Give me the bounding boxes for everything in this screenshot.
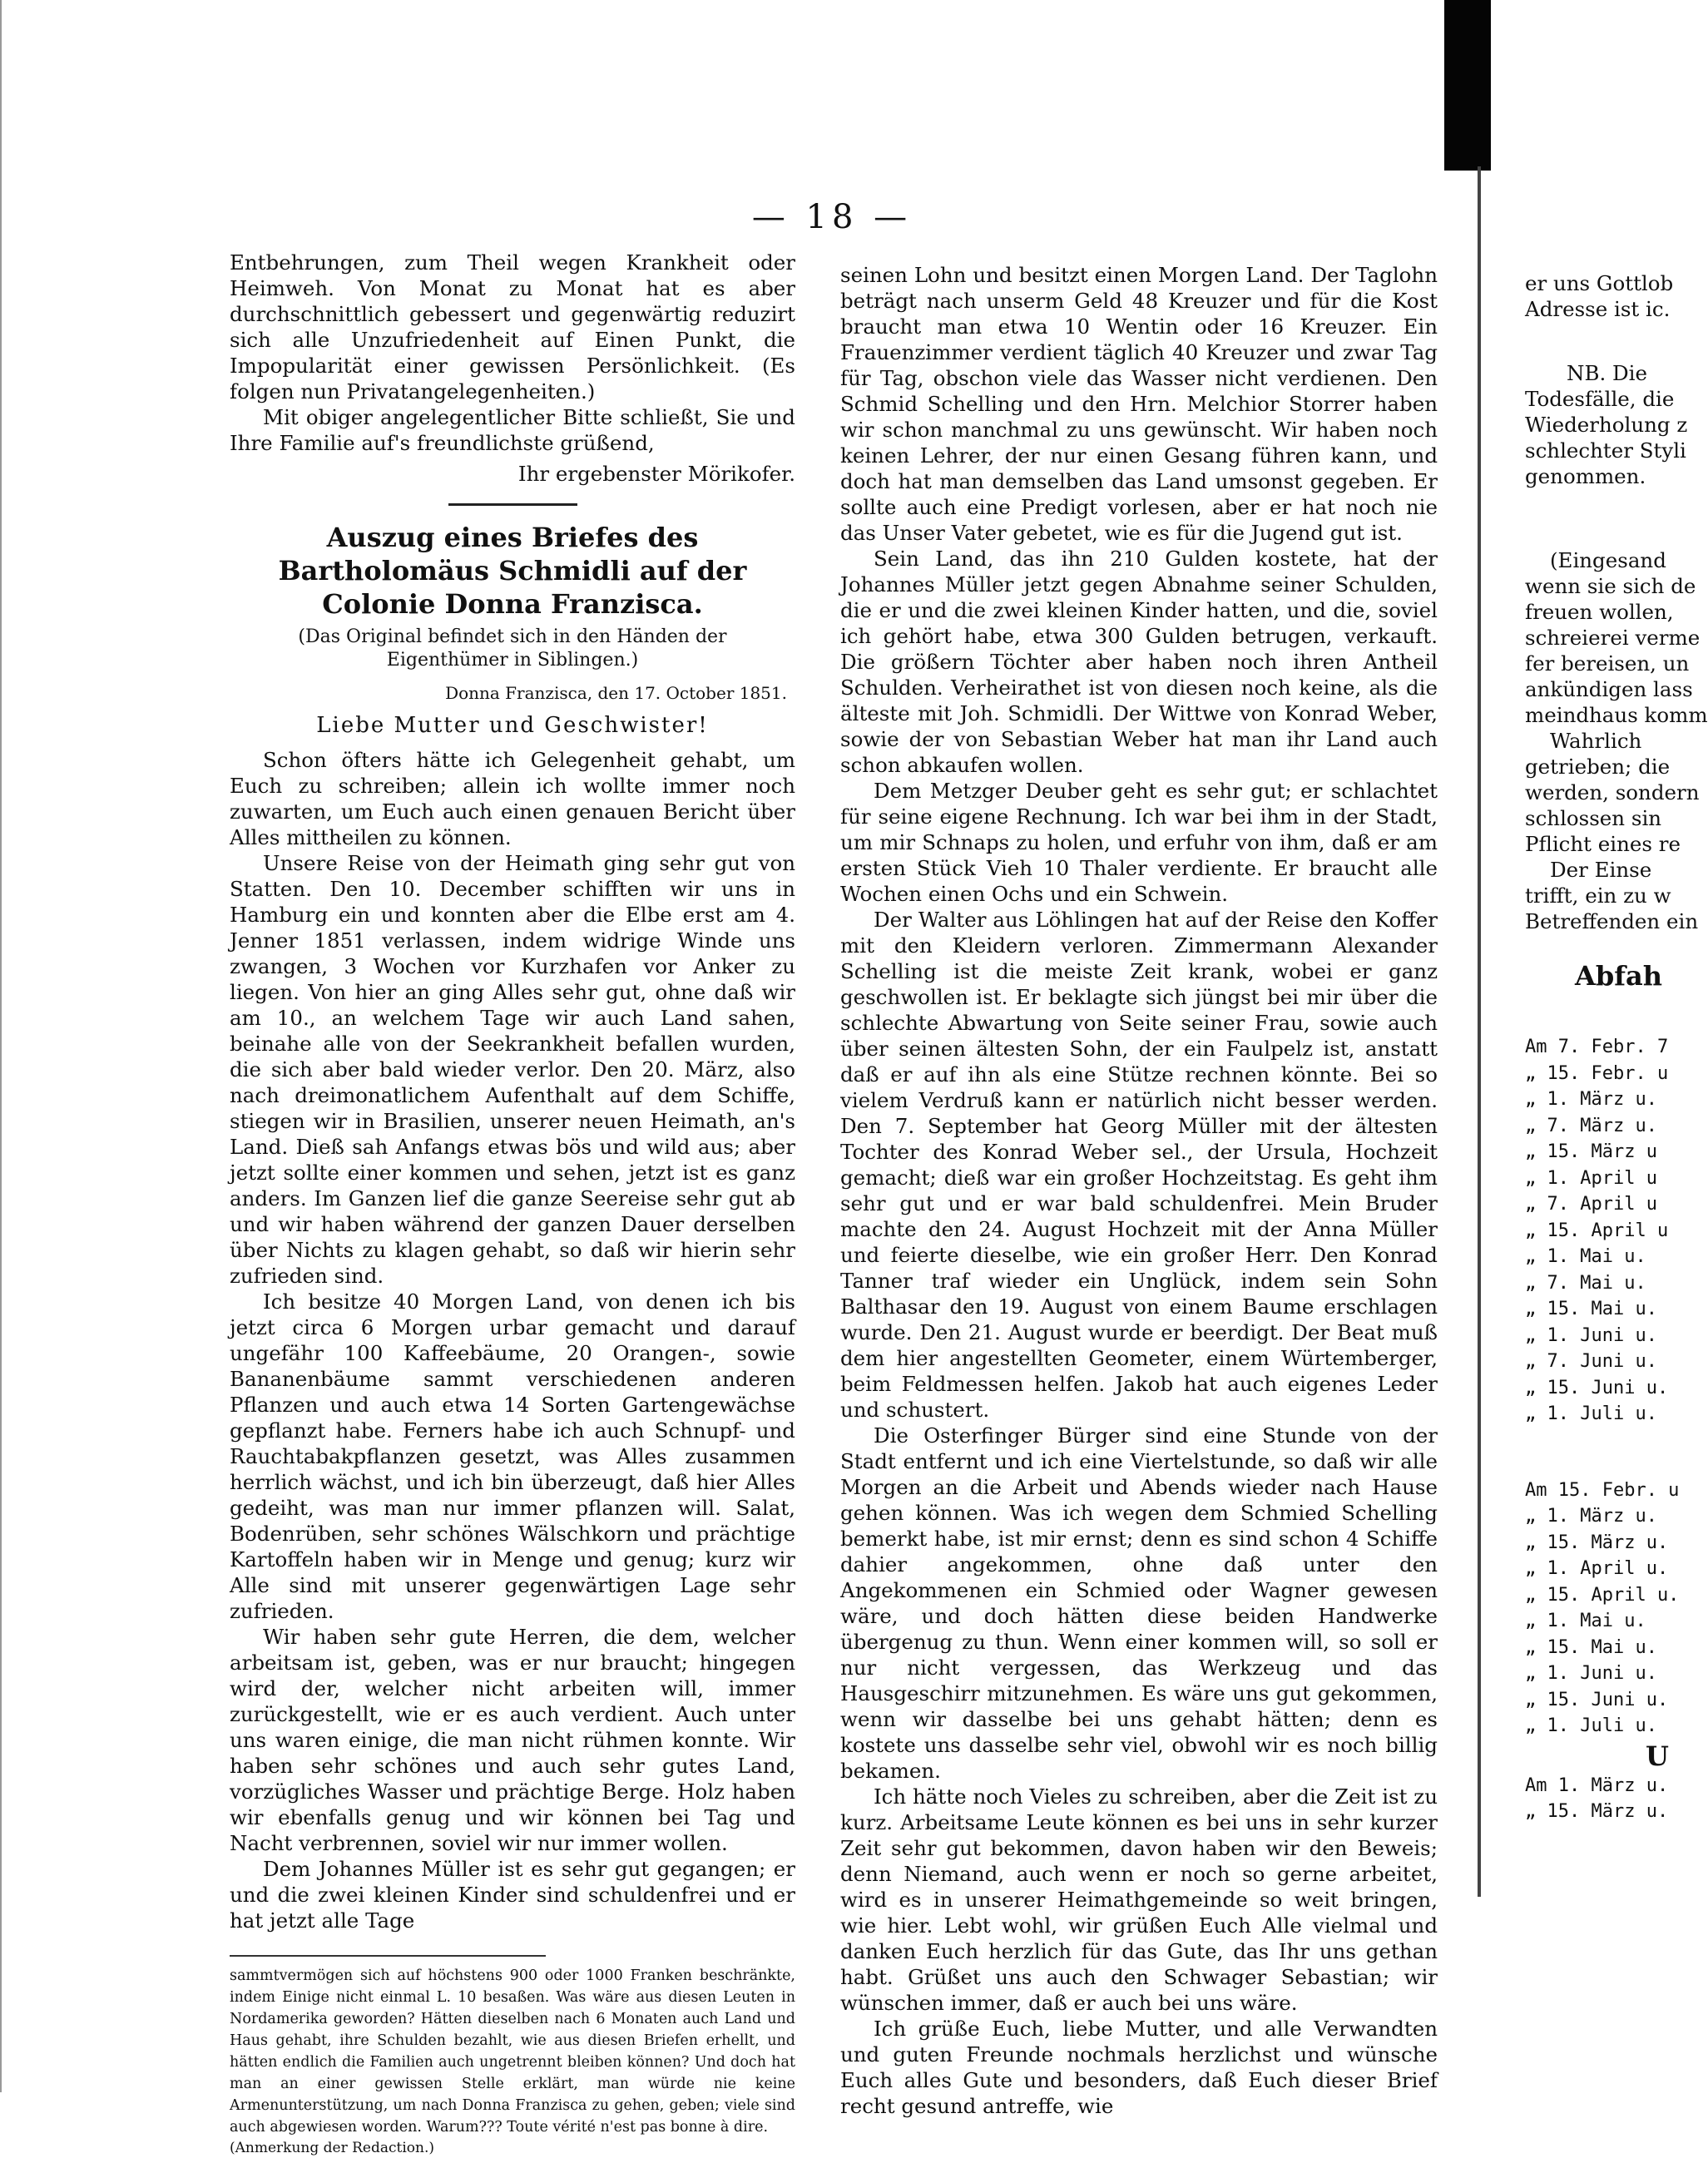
letter-paragraph: Dem Johannes Müller ist es sehr gut gegangen; er und die zwei kleinen Kinder sind schuldenfrei und er hat jetzt alle Tage — [230, 1857, 795, 1933]
page-edge — [0, 0, 2, 2092]
text-line: trifft, ein zu w — [1525, 883, 1671, 908]
text-line: er uns Gottlob — [1525, 271, 1674, 295]
text-line: wenn sie sich de — [1525, 574, 1696, 598]
text-line: werden, sondern — [1525, 780, 1700, 804]
list-item: „ 1. Mai u. — [1525, 1611, 1646, 1631]
letter-paragraph: seinen Lohn und besitzt einen Morgen Land. Der Taglohn beträgt nach unserm Geld 48 Kreuzer und für die Kost braucht man etwa 10 Wentin oder 16 Kreuzer. Ein Frauenzimmer verdient täglich 40 Kreuzer und zwar Tag für Tag, obschon viele das Wasser nicht verdienen. Den Schmid Schelling und den Hrn. Melchior Storrer haben wir schon manchmal zu uns gewünscht. Wir haben noch keinen Lehrer, der nur einen Gesang führen kann, und doch hat man demselben das Land umsonst gegeben. Er sollte auch eine Predigt vorlesen, aber er hat noch nie das Unser Vater gebetet, wie es für die Jugend gut ist. — [840, 263, 1438, 545]
intro-paragraph: Entbehrungen, zum Theil wegen Krankheit oder Heimweh. Von Monat zu Monat hat es aber durchschnittlich gebessert und gegenwärtig reduzirt sich alle Unzufriedenheit auf Einen Punkt, die Impopularität einer gewissen Persönlichkeit. (Es folgen nun Privatangelegenheiten.) — [230, 250, 795, 403]
right-column-cropped — [1525, 270, 1708, 1825]
letter-paragraph: Die Osterfinger Bürger sind eine Stunde von der Stadt entfernt und ich eine Viertelstunde, so daß wir alle Morgen an die Arbeit und Abends wieder nach Hause gehen können. Was ich wegen dem Schmied Schelling bemerkt habe, ist mir ernst; denn es sind schon 4 Schiffe dahier angekommen, ohne daß unter den Angekommenen ein Schmied oder Wagner gewesen wäre, und doch hätten diese beiden Handwerke übergenug zu thun. Wenn einer kommen will, so soll er nur nicht vergessen, das Werkzeug und das Hausgeschirr mitzunehmen. Es wäre uns gut gekommen, wenn wir dasselbe bei uns gehabt hätten; denn es kostete uns dasselbe sehr viel, obwohl wir es noch billig bekamen. — [840, 1423, 1438, 1783]
binding-shadow — [1444, 0, 1491, 171]
list-item: „ 1. Juli u. — [1525, 1715, 1657, 1736]
footnote: sammtvermögen sich auf höchstens 900 oder 1000 Franken beschränkte, indem Einige nicht einmal L. 10 besaßen. Was wäre aus diesen Leuten in Nordamerika geworden? Hätten dieselben nach 6 Monaten auch Land und Haus gehabt, ihre Schulden bezahlt, wie aus diesen Briefen erhellt, und hätten endlich die Familien auch ungetrennt bleiben können? Und doch hat man an einer gewissen Stelle erklärt, man würde nie keine Armenunterstützung, um nach Donna Franzisca zu gehen, geben; viele sind auch abgewiesen worden. Warum??? Toute vérité n'est pas bonne à dire. — [230, 1967, 795, 2136]
text-line: Der Einse — [1550, 858, 1652, 882]
text-line: getrieben; die — [1525, 755, 1671, 779]
letter-paragraph: Schon öfters hätte ich Gelegenheit gehabt, um Euch zu schreiben; allein ich wollte immer noch zuwarten, um Euch auch einen genauen Bericht über Alles mittheilen zu können. — [230, 748, 795, 849]
list-item: Am 15. Febr. u — [1525, 1479, 1680, 1501]
list-item: „ 15. März u. — [1525, 1801, 1669, 1822]
list-item: „ 15. Juni u. — [1525, 1689, 1669, 1710]
list-item: „ 7. Mai u. — [1525, 1272, 1646, 1294]
letter-paragraph: Unsere Reise von der Heimath ging sehr gut von Statten. Den 10. December schifften wir uns in Hamburg ein und konnten aber die Elbe erst am 4. Jenner 1851 verlassen, indem widrige Winde uns zwangen, 3 Wochen vor Kurzhafen vor Anker zu liegen. Von hier an ging Alles sehr gut, ohne daß wir am 10., an welchem Tage wir auch Land sahen, beinahe alle von der Seekrankheit befallen wurden, die sich aber bald wieder verlor. Den 20. März, also nach dreimonatlichem Aufenthalt auf dem Schiffe, stiegen wir in Brasilien, unserer neuen Heimath, an's Land. Dieß sah Anfangs etwas bös und wild aus; aber jetzt sollte einer kommen und sehen, jetzt ist es ganz anders. Im Ganzen lief die ganze Seereise sehr gut ab und wir haben während der ganzen Dauer derselben über Nichts zu klagen gehabt, so daß wir hierin sehr zufrieden sind. — [230, 851, 795, 1288]
list-item: „ 15. März u — [1525, 1141, 1657, 1162]
middle-column — [840, 262, 1438, 2119]
list-item: „ 1. März u. — [1525, 1089, 1657, 1110]
list-item: Am 1. März u. — [1525, 1774, 1669, 1796]
salutation: Liebe Mutter und Geschwister! — [316, 713, 709, 738]
left-column — [230, 250, 795, 2158]
list-item: „ 15. März u. — [1525, 1532, 1669, 1553]
schedule-list — [1525, 1773, 1669, 1825]
list-item: Am 7. Febr. 7 — [1525, 1037, 1669, 1057]
list-item: „ 1. April u. — [1525, 1558, 1669, 1579]
text-line: (Eingesand — [1550, 548, 1666, 572]
text-line: NB. Die — [1567, 361, 1647, 385]
text-line: Wiederholung z — [1525, 413, 1688, 437]
list-item: „ 1. April u — [1525, 1167, 1657, 1189]
text-line: schlechter Styli — [1525, 438, 1686, 463]
list-item: „ 15. April u. — [1525, 1584, 1680, 1606]
letter-paragraph: Wir haben sehr gute Herren, die dem, welcher arbeitsam ist, geben, was er nur braucht; hingegen wird der, welcher nicht arbeiten will, immer zurückgestellt, wie er es auch verdient. Auch unter uns waren einige, die man nicht rühmen konnte. Wir haben sehr schönes und auch sehr gutes Land, vorzügliches Wasser und prächtige Berge. Holz haben wir ebenfalls genug und wir können bei Tag und Nacht verbrennen, soviel wir nur immer wollen. — [230, 1625, 795, 1855]
list-item: „ 15. Mai u. — [1525, 1299, 1657, 1319]
footnote-rule — [230, 1955, 546, 1957]
article-subnote: (Das Original befindet sich in den Händen der Eigenthümer in Siblingen.) — [298, 626, 727, 671]
footnote-source: (Anmerkung der Redaction.) — [230, 2140, 435, 2156]
letter-paragraph: Sein Land, das ihn 210 Gulden kostete, hat der Johannes Müller jetzt gegen Abnahme seiner Schulden, die er und die zwei kleinen Kinder hatten, und die, soviel ich gehört habe, etwa 300 Gulden betrugen, verkauft. Die größern Töchter aber haben noch ihren Antheil Schulden. Verheirathet ist von diesen noch keine, als die älteste mit Joh. Schmidli. Der Wittwe von Konrad Weber, sowie der von Sebastian Weber hat man ihr Land auch schon abkaufen wollen. — [840, 547, 1438, 777]
list-item: „ 7. März u. — [1525, 1115, 1657, 1136]
signature: Ihr ergebenster Mörikofer. — [517, 462, 795, 486]
text-line: meindhaus komm — [1525, 703, 1708, 727]
text-line: genommen. — [1525, 464, 1646, 488]
page-fold-line — [1478, 166, 1481, 1897]
page-number: — 18 — — [751, 198, 913, 236]
text-line: Pflicht eines re — [1525, 832, 1681, 856]
schedule-list — [1525, 1034, 1669, 1428]
divider — [448, 503, 577, 506]
schedule-list — [1525, 1477, 1680, 1740]
letter-paragraph: Dem Metzger Deuber geht es sehr gut; er schlachtet für seine eigene Rechnung. Ich war bei ihm in der Stadt, um mir Schnaps zu holen, und erfuhr von ihm, daß er am ersten Stück Vieh 10 Thaler verdiente. Er braucht alle Wochen einen Ochs und ein Schwein. — [840, 779, 1438, 906]
list-item: „ 15. Mai u. — [1525, 1636, 1657, 1658]
dateline: Donna Franzisca, den 17. October 1851. — [445, 683, 787, 703]
section-heading: U — [1646, 1740, 1669, 1772]
list-item: „ 1. Juni u. — [1525, 1663, 1657, 1684]
text-line: fer bereisen, un — [1525, 651, 1690, 676]
letter-paragraph: Ich hätte noch Vieles zu schreiben, aber die Zeit ist zu kurz. Arbeitsame Leute können es bei uns in sehr kurzer Zeit sehr gut bekommen, davon haben wir den Beweis; denn Niemand, auch wenn er noch so gerne arbeitet, wird es in unserer Heimathgemeinde so weit bringen, wie hier. Lebt wohl, wir grüßen Euch Alle vielmal und danken Euch herzlich für das Gute, das Ihr uns gethan habt. Grüßet uns auch den Schwager Sebastian; wir wünschen immer, daß er auch bei uns wäre. — [840, 1784, 1438, 2015]
text-line: Adresse ist ic. — [1525, 297, 1671, 321]
text-line: ankündigen lass — [1525, 677, 1693, 701]
list-item: „ 7. Juni u. — [1525, 1351, 1657, 1372]
text-line: schreierei verme — [1525, 626, 1701, 650]
list-item: „ 15. Febr. u — [1525, 1062, 1669, 1084]
text-line: freuen wollen, — [1525, 600, 1674, 624]
letter-paragraph: Der Walter aus Löhlingen hat auf der Reise den Koffer mit den Kleidern verloren. Zimmermann Alexander Schelling ist die meiste Zeit krank, wobei er ganz geschwollen ist. Er beklagte sich jüngst bei mir über die schlechte Abwartung von Seite seiner Frau, sowie auch über seinen ältesten Sohn, der ein Faulpelz ist, anstatt daß er auf ihn als eine Stütze rechnen könnte. Bei so vielem Verdruß kann er natürlich nicht besser werden. Den 7. September hat Georg Müller mit der ältesten Tochter des Konrad Weber sel., der Ursula, Hochzeit gemacht; dieß war ein großer Hochzeitstag. Es geht ihm sehr gut und er war bald schuldenfrei. Mein Bruder machte den 24. August Hochzeit mit der Anna Müller und feierte dieselbe, wie ein großer Herr. Den Konrad Tanner traf wieder ein Unglück, indem sein Sohn Balthasar den 19. August von einem Baume erschlagen wurde. Den 21. August wurde er beerdigt. Der Beat muß dem hier angestellten Geometer, einem Würtemberger, beim Feldmessen helfen. Jakob hat auch eigenes Leder und schustert. — [840, 908, 1438, 1422]
letter-paragraph: Ich grüße Euch, liebe Mutter, und alle Verwandten und guten Freunde nochmals herzlichst und wünsche Euch alles Gute und besonders, daß Euch dieser Brief recht gesund antreffe, wie — [840, 2017, 1438, 2118]
text-line: Todesfälle, die — [1525, 387, 1675, 411]
list-item: „ 1. März u. — [1525, 1506, 1657, 1527]
text-line: schlossen sin — [1525, 806, 1662, 830]
list-item: „ 1. Juli u. — [1525, 1403, 1657, 1424]
text-line: Betreffenden ein — [1525, 909, 1699, 933]
list-item: „ 15. Juni u. — [1525, 1377, 1669, 1398]
list-item: „ 1. Mai u. — [1525, 1246, 1646, 1267]
list-item: „ 15. April u — [1525, 1220, 1669, 1241]
list-item: „ 1. Juni u. — [1525, 1324, 1657, 1346]
article-headline: Auszug eines Briefes des Bartholomäus Schmidli auf der Colonie Donna Franzisca. — [278, 522, 747, 620]
letter-paragraph: Ich besitze 40 Morgen Land, von denen ich bis jetzt circa 6 Morgen urbar gemacht und darauf ungefähr 100 Kaffeebäume, 20 Orangen-, sowie Bananenbäume sammt verschiedenen anderen Pflanzen und auch etwa 14 Sorten Gartengewächse gepflanzt habe. Ferners habe ich auch Schnupf- und Rauchtabakpflanzen gesetzt, was Alles zusammen herrlich wächst, und ich bin überzeugt, daß hier Alles gedeiht, was man nur immer pflanzen will. Salat, Bodenrüben, sehr schönes Wälschkorn und prächtige Kartoffeln haben wir in Menge und genug; kurz wir Alle sind mit unserer gegenwärtigen Lage sehr zufrieden. — [230, 1289, 795, 1623]
intro-paragraph: Mit obiger angelegentlicher Bitte schließt, Sie und Ihre Familie auf's freundlichste grüßend, — [230, 405, 795, 455]
text-line: Wahrlich — [1550, 729, 1642, 753]
section-heading: Abfah — [1575, 960, 1662, 992]
list-item: „ 7. April u — [1525, 1194, 1657, 1215]
